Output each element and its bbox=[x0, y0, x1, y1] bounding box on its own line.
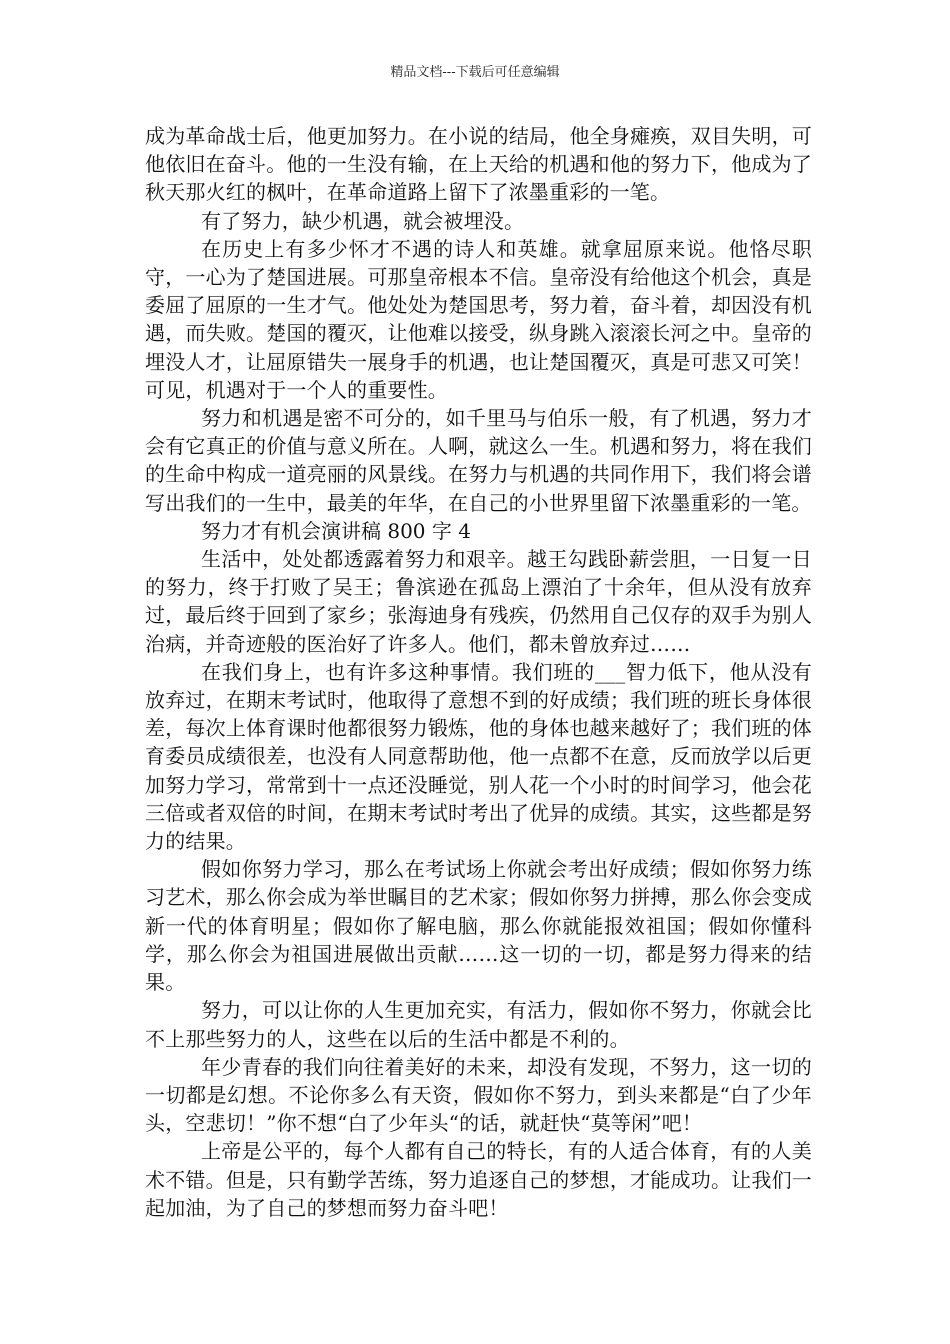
paragraph: 假如你努力学习，那么在考试场上你就会考出好成绩；假如你努力练习艺术，那么你会成为举世瞩目的艺术家；假如你努力拼搏，那么你会变成新一代的体育明星；假如你了解电脑，那么你就能报效祖国；假如你懂科学，那么你会为祖国进展做出贡献……这一切的一切，都是努力得来的结果。 bbox=[145, 857, 812, 995]
paragraph: 在我们身上，也有许多这种事情。我们班的___智力低下，他从没有放弃过，在期末考试时，他取得了意想不到的好成绩；我们班的班长身体很差，每次上体育课时他都很努力锻炼，他的身体也越来越好了；我们班的体育委员成绩很差，也没有人同意帮助他，他一点都不在意，反而放学以后更加努力学习，常常到十一点还没睡觉，别人花一个小时的时间学习，他会花三倍或者双倍的时间，在期末考试时考出了优异的成绩。其实，这些都是努力的结果。 bbox=[145, 659, 812, 854]
paragraph: 努力，可以让你的人生更加充实，有活力，假如你不努力，你就会比不上那些努力的人，这些在以后的生活中都是不利的。 bbox=[145, 998, 812, 1051]
paragraph: 有了努力，缺少机遇，就会被埋没。 bbox=[201, 208, 525, 233]
section-title: 努力才有机会演讲稿 800 字 4 bbox=[201, 518, 471, 543]
paragraph: 在历史上有多少怀才不遇的诗人和英雄。就拿屈原来说。他恪尽职守，一心为了楚国进展。可那皇帝根本不信。皇帝没有给他这个机会，真是委屈了屈原的一生才气。他处处为楚国思考，努力着，奋斗着，却因没有机遇，而失败。楚国的覆灭，让他难以接受，纵身跳入滚滚长河之中。皇帝的埋没人才，让屈原错失一展身手的机遇，也让楚国覆灭，真是可悲又可笑！可见，机遇对于一个人的重要性。 bbox=[145, 236, 812, 402]
document-body bbox=[145, 122, 812, 1222]
paragraph: 成为革命战士后，他更加努力。在小说的结局，他全身瘫痪，双目失明，可他依旧在奋斗。他的一生没有输，在上天给的机遇和他的努力下，他成为了秋天那火红的枫叶，在革命道路上留下了浓墨重彩的一笔。 bbox=[145, 124, 812, 205]
paragraph: 生活中，处处都透露着努力和艰辛。越王勾践卧薪尝胆，一日复一日的努力，终于打败了吴王；鲁滨逊在孤岛上漂泊了十余年，但从没有放弃过，最后终于回到了家乡；张海迪身有残疾，仍然用自己仅存的双手为别人治病，并奇迹般的医治好了许多人。他们，都未曾放弃过…… bbox=[145, 547, 812, 656]
page-header: 精品文档---下载后可任意编辑 bbox=[390, 65, 560, 80]
paragraph: 年少青春的我们向往着美好的未来，却没有发现，不努力，这一切的一切都是幻想。不论你多么有天资，假如你不努力，到头来都是“白了少年头，空悲切！”你不想“白了少年头“的话，就赶快“莫等闲”吧！ bbox=[145, 1054, 812, 1136]
paragraph: 努力和机遇是密不可分的，如千里马与伯乐一般，有了机遇，努力才会有它真正的价值与意义所在。人啊，就这么一生。机遇和努力，将在我们的生命中构成一道亮丽的风景线。在努力与机遇的共同作用下，我们将会谱写出我们的一生中，最美的年华，在自己的小世界里留下浓墨重彩的一笔。 bbox=[145, 406, 812, 515]
paragraph: 上帝是公平的，每个人都有自己的特长，有的人适合体育，有的人美术不错。但是，只有勤学苦练，努力追逐自己的梦想，才能成功。让我们一起加油，为了自己的梦想而努力奋斗吧！ bbox=[145, 1139, 812, 1220]
